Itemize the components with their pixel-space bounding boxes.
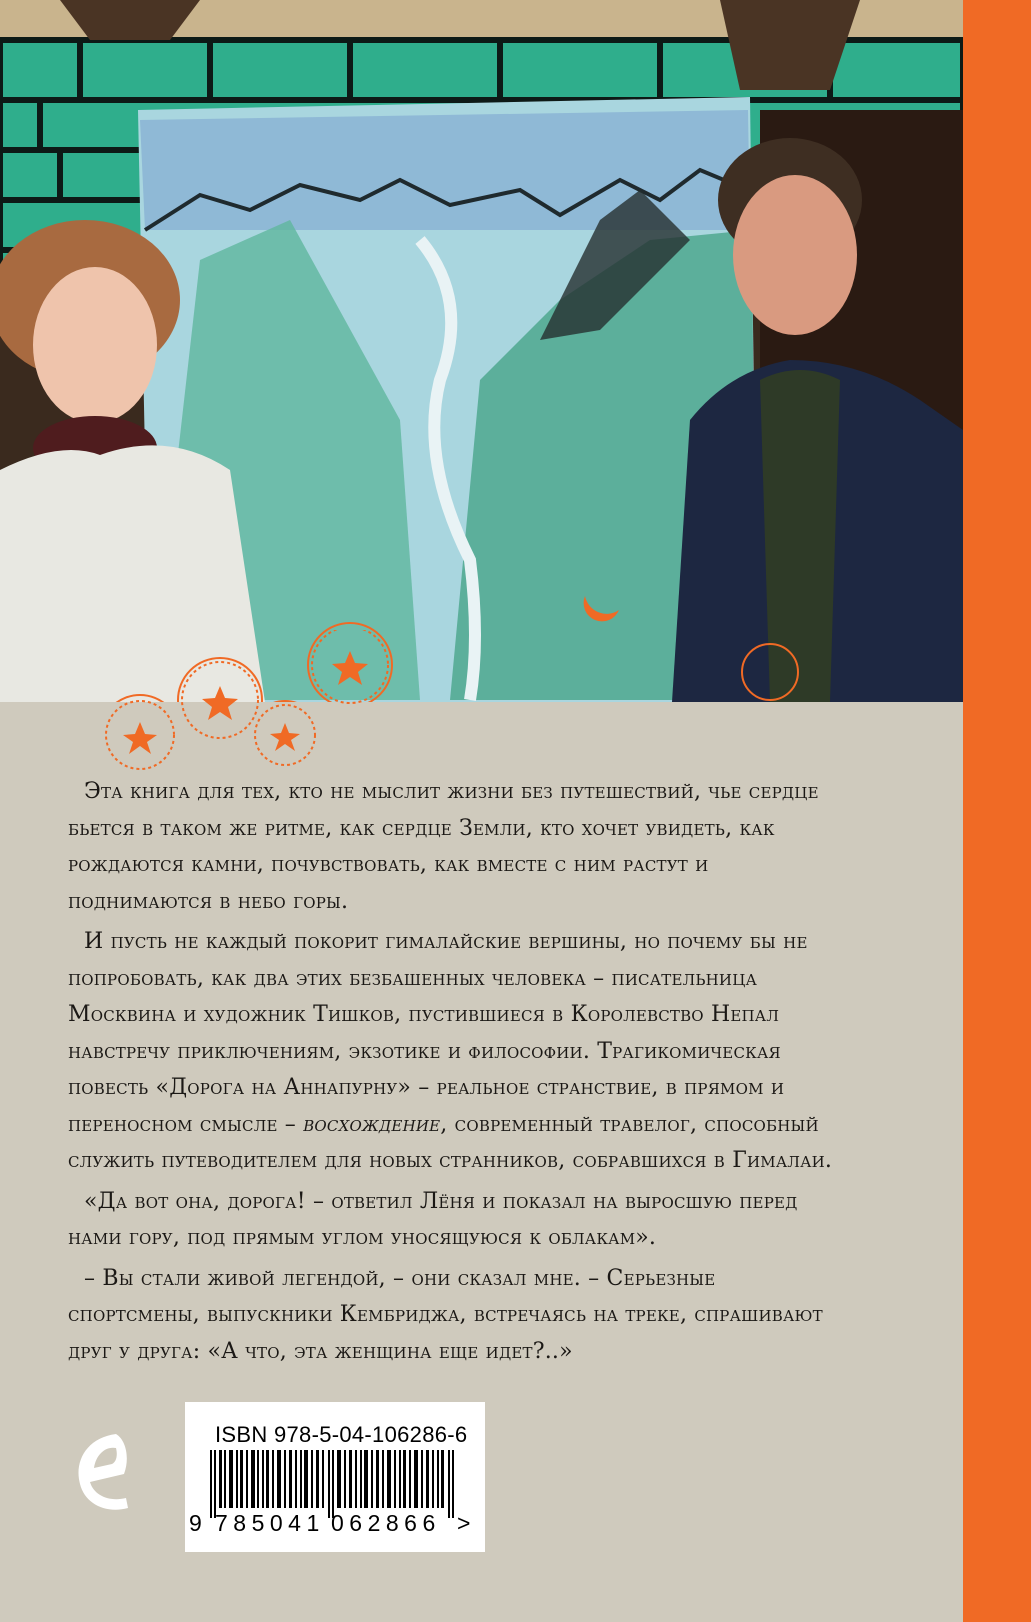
photo-illustration — [0, 0, 963, 702]
blurb-emphasis: восхождение — [303, 1111, 441, 1137]
book-blurb — [68, 774, 848, 1374]
blurb-paragraph-4: – Вы стали живой легендой, – они сказал мне. – Серьезные спортсмены, выпускники Кембриджа, встречаясь на треке, спрашивают друг у друга: «А что, эта женщина еще идет?..» — [68, 1265, 823, 1364]
blurb-paragraph-2-start: И пусть не каждый покорит гималайские вершины, но почему бы не попробовать, как два этих безбашенных человека – писательница Москвина и художник Тишков, пустившиеся в Королевство Непал навстречу приключениям, экзотике и философии. Трагикомическая повесть «Дорога на Аннапурну» – реальное странствие, в прямом и переносном смысле – — [68, 929, 808, 1137]
ean-right-digits: 062866 — [331, 1510, 441, 1536]
isbn-barcode-box — [185, 1402, 485, 1552]
blurb-paragraph-2 — [68, 924, 848, 1180]
ean-first-digit: 9 — [189, 1510, 202, 1536]
spine-accent-stripe — [963, 0, 1031, 1622]
blurb-paragraph-2-end: , современный травелог, способный служить путеводителем для новых странников, собравшихся в Гималаи. — [68, 1111, 833, 1173]
eksmo-logo-icon — [72, 1428, 138, 1520]
isbn-label: ISBN 978-5-04-106286-6 — [215, 1422, 468, 1447]
blurb-paragraph-1: Эта книга для тех, кто не мыслит жизни без путешествий, чье сердце бьется в таком же ритме, как сердце Земли, кто хочет увидеть, как рождаются камни, почувствовать, как вместе с ним растут и поднимаются в небо горы. — [68, 779, 819, 914]
cover-photo — [0, 0, 963, 702]
blurb-paragraph-3: «Да вот она, дорога! – ответил Лёня и показал на выросшую перед нами гору, под прямым углом уносящуюся к облакам». — [68, 1188, 798, 1250]
barcode-bars — [210, 1450, 460, 1518]
ean-quiet-zone-marker: > — [457, 1510, 471, 1536]
ean-left-digits: 785041 — [215, 1510, 325, 1536]
sparkle-decoration — [100, 630, 400, 770]
